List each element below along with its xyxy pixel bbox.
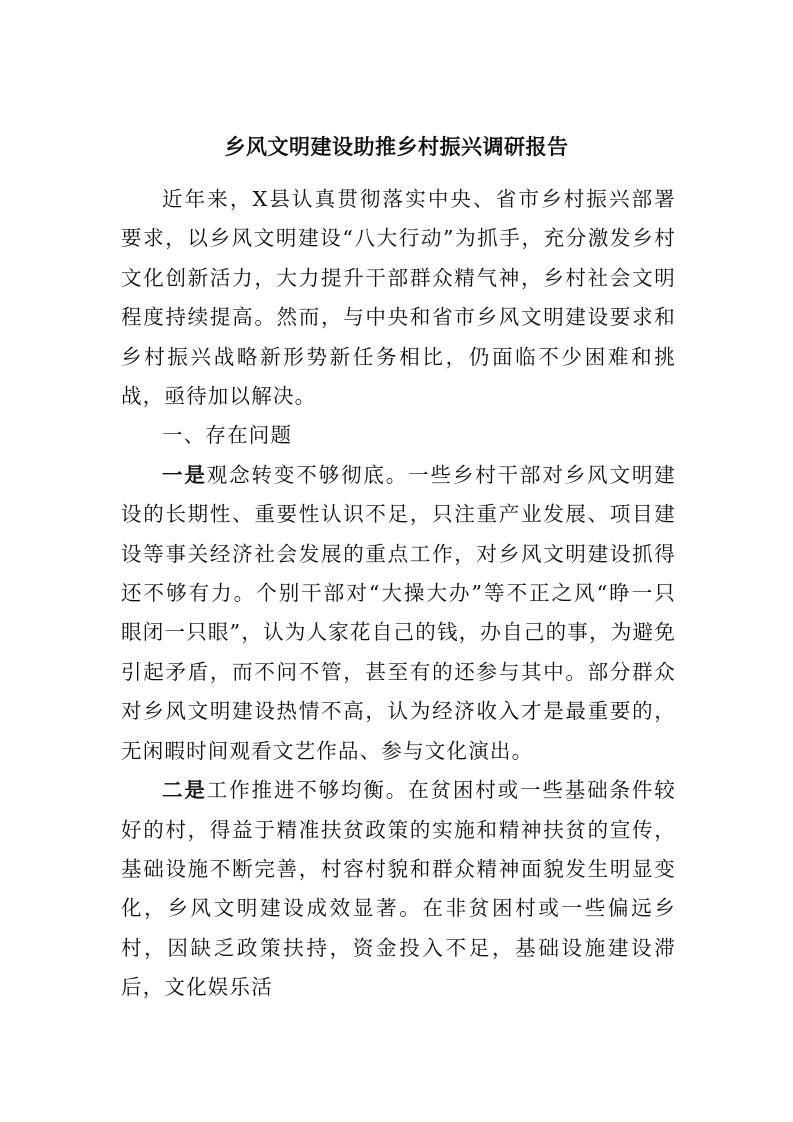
problem-lead-1: 一是 (162, 462, 207, 487)
problem-lead-2: 二是 (162, 778, 207, 803)
problem-text-1: 观念转变不够彻底。一些乡村干部对乡风文明建设的长期性、重要性认识不足，只注重产业发展、项目建设等事关经济社会发展的重点工作，对乡风文明建设抓得还不够有力。个别干部对“大操大办”等不正之风“睁一只眼闭一只眼”，认为人家花自己的钱，办自己的事，为避免引起矛盾，而不问不管，甚至有的还参与其中。部分群众对乡风文明建设热情不高，认为经济收入才是最重要的，无闲暇时间观看文艺作品、参与文化演出。 (121, 462, 677, 763)
document-title: 乡风文明建设助推乡村振兴调研报告 (224, 134, 569, 159)
document-body (121, 180, 676, 1008)
section-heading-problems: 一、存在问题 (162, 423, 293, 448)
problem-paragraph-1 (121, 456, 676, 771)
problem-text-2: 工作推进不够均衡。在贫困村或一些基础条件较好的村，得益于精准扶贫政策的实施和精神扶贫的宣传，基础设施不断完善，村容村貌和群众精神面貌发生明显变化，乡风文明建设成效显著。在非贫困村或一些偏远乡村，因缺乏政策扶持，资金投入不足，基础设施建设滞后，文化娱乐活 (121, 778, 677, 1000)
problem-paragraph-2 (121, 771, 676, 1007)
intro-paragraph: 近年来，X县认真贯彻落实中央、省市乡村振兴部署要求，以乡风文明建设“八大行动”为抓手，充分激发乡村文化创新活力，大力提升干部群众精气神，乡村社会文明程度持续提高。然而，与中央和省市乡风文明建设要求和乡村振兴战略新形势新任务相比，仍面临不少困难和挑战，亟待加以解决。 (121, 187, 676, 409)
